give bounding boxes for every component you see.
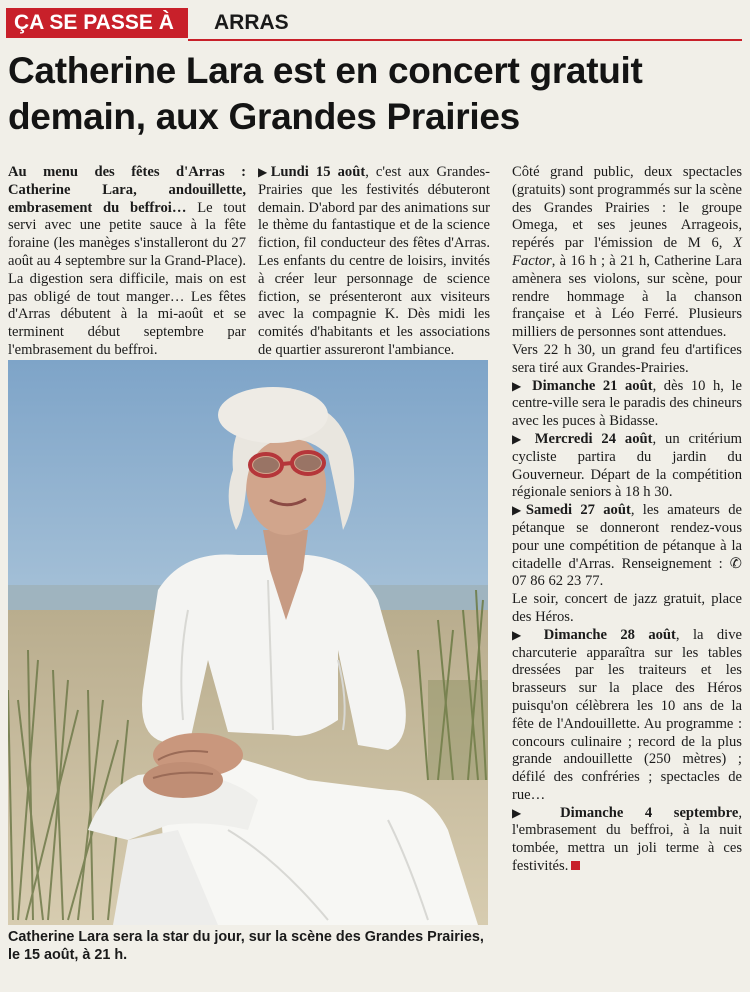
article-photo [8, 360, 488, 925]
column-2 [258, 164, 490, 360]
section-header [0, 8, 750, 40]
event-text-lundi: , c'est aux Grandes-Prairies que les festivités débuteront demain. D'abord par des animations sur le thème du fantastique et de la science fiction, fil conducteur des fêtes d'Arras. Les enfants du centre de loisirs, invités à créer leur personnage de science fiction, se présenteront aux visiteurs avec la compagnie K. Dès midi les comités d'habitants et les associations de quartier assureront l'ambiance. [258, 164, 490, 358]
arrow-icon: ▶ [512, 431, 535, 446]
arrow-icon: ▶ [512, 503, 526, 518]
arrow-icon: ▶ [512, 805, 561, 820]
header-rule [188, 39, 742, 41]
event-date-d28: Dimanche 28 août [543, 626, 676, 643]
event-text-m24: , un critérium cycliste partira du jardin du Gouverneur. Départ de la compétition régionale seniors à 18 h 30. [512, 430, 742, 501]
event-date-d4: Dimanche 4 septembre [560, 804, 739, 821]
event-date-d21: Dimanche 21 août [532, 377, 653, 394]
event-text-d4: , l'embrasement du beffroi, à la nuit tombée, mettra un joli terme à ces festivités. [512, 804, 743, 875]
event-text-d21: , dès 10 h, le centre-ville sera le paradis des chineurs avec les puces à Bidasse. [512, 377, 743, 430]
arrow-icon: ▶ [512, 378, 533, 393]
article-lead: Au menu des fêtes d'Arras : Catherine Lara, andouillette, embrasement du beffroi… [8, 164, 246, 216]
event-date-s27: Samedi 27 août [525, 502, 631, 519]
fireworks-paragraph: Vers 22 h 30, un grand feu d'artifices sera tiré aux Grandes-Prairies. [512, 341, 742, 376]
arrow-icon: ▶ [512, 627, 544, 642]
event-date-m24: Mercredi 24 août [534, 430, 653, 447]
arrow-icon: ▶ [258, 165, 271, 179]
section-city: ARRAS [214, 11, 289, 34]
photo-illustration [8, 360, 488, 925]
column-1 [8, 164, 246, 360]
column-3 [512, 164, 742, 876]
event-date-lundi: Lundi 15 août [270, 164, 366, 180]
end-of-article-mark [571, 861, 580, 870]
event-text-s27: , les amateurs de pétanque se donneront rendez-vous pour une compétition de pétanque à la citadelle d'Arras. Renseignement : ✆ 07 86 62 23 77. [512, 502, 742, 590]
section-rubric: ÇA SE PASSE À [6, 8, 188, 38]
photo-caption: Catherine Lara sera la star du jour, sur la scène des Grandes Prairies, le 15 août, à 21 h. [8, 929, 484, 963]
jazz-paragraph: Le soir, concert de jazz gratuit, place des Héros. [512, 591, 742, 625]
event-text-d28: , la dive charcuterie apparaîtra sur les tables dressées par les traiteurs et les brasseurs sur la place des Héros puisqu'on célèbrera les 10 ans de la fête de l'Andouillette. Au programme : concours culinaire ; record de la plus grande andouillette (250 mètres) ; défilé des confréries ; spectacles de rue… [512, 626, 742, 803]
program-paragraph: Côté grand public, deux spectacles (gratuits) sont programmés sur la scène des Grandes Prairies : le groupe Omega, et ses jeunes Arrageois, repérés par l'émission de M 6, X Factor, à 16 h ; à 21 h, Catherine Lara amènera ses violons, sur scène, pour rendre hommage à la chanson française et à Léo Ferré. Plusieurs milliers de personnes sont attendues. [512, 164, 742, 341]
col1-body: Le tout servi avec une petite sauce à la fête foraine (les manèges s'installeront du 27 août au 4 septembre sur la Grand-Place). La digestion sera difficile, mais on est pas obligé de tout manger… Les fêtes d'Arras débutent à la mi-août et se terminent début septembre par l'embrasement du beffroi. [8, 199, 247, 358]
article-headline: Catherine Lara est en concert gratuit demain, aux Grandes Prairies [8, 50, 643, 137]
